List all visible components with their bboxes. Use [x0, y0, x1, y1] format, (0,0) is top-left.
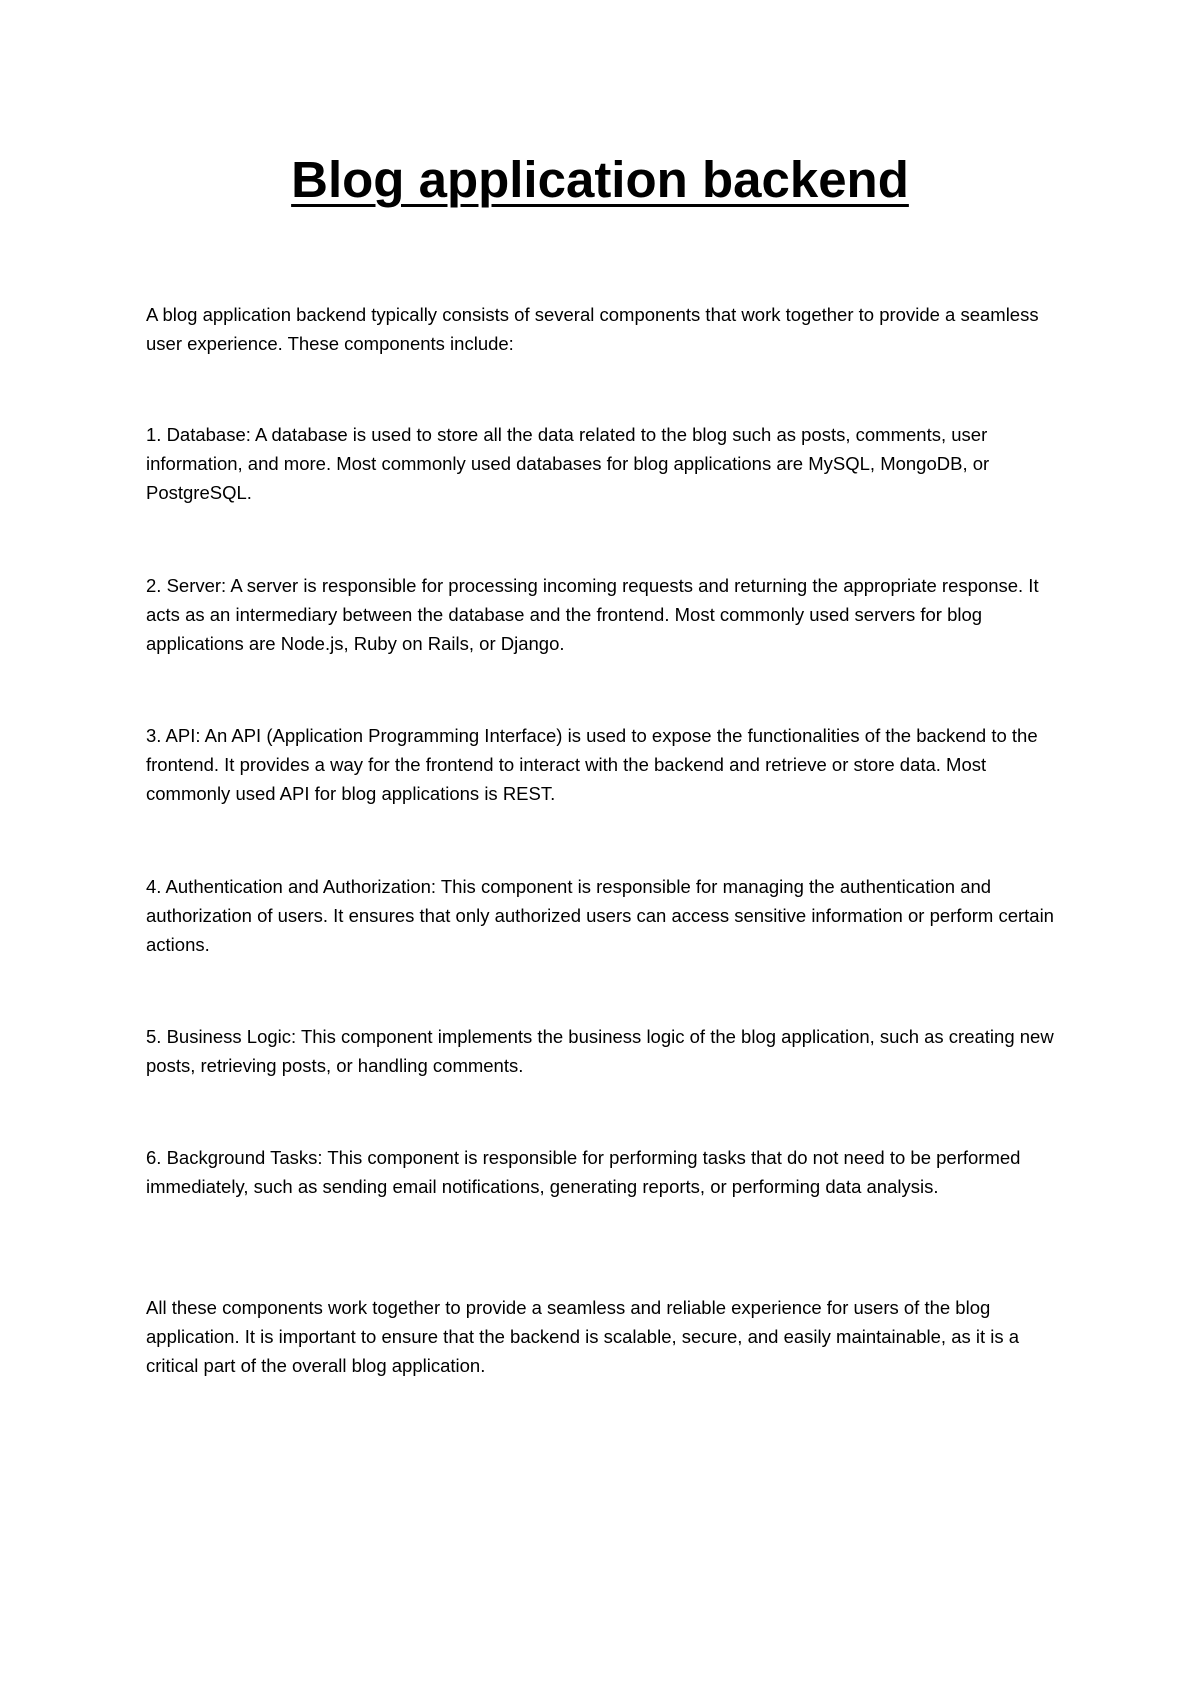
- component-auth-paragraph: 4. Authentication and Authorization: This component is responsible for managing the authentication and authorization of users. It ensures that only authorized users can access sensitive information or perform certain actions.: [146, 876, 1054, 955]
- component-server-paragraph: 2. Server: A server is responsible for processing incoming requests and returning the appropriate response. It acts as an intermediary between the database and the frontend. Most commonly used servers for blog applications are Node.js, Ruby on Rails, or Django.: [146, 575, 1039, 654]
- document-title: Blog application backend: [291, 151, 909, 208]
- component-background-tasks-paragraph: 6. Background Tasks: This component is responsible for performing tasks that do not need to be performed immediately, such as sending email notifications, generating reports, or performing data analysis.: [146, 1147, 1021, 1197]
- component-business-logic-paragraph: 5. Business Logic: This component implements the business logic of the blog application, such as creating new posts, retrieving posts, or handling comments.: [146, 1026, 1054, 1076]
- component-database-paragraph: 1. Database: A database is used to store all the data related to the blog such as posts, comments, user information, and more. Most commonly used databases for blog applications are MySQL, MongoDB, or PostgreSQL.: [146, 424, 990, 503]
- component-api-paragraph: 3. API: An API (Application Programming Interface) is used to expose the functionalities of the backend to the frontend. It provides a way for the frontend to interact with the backend and retrieve or store data. Most commonly used API for blog applications is REST.: [146, 725, 1038, 804]
- conclusion-paragraph: All these components work together to provide a seamless and reliable experience for users of the blog application. It is important to ensure that the backend is scalable, secure, and easily maintainable, as it is a critical part of the overall blog application.: [146, 1297, 1020, 1376]
- intro-paragraph: A blog application backend typically consists of several components that work together to provide a seamless user experience. These components include:: [146, 304, 1039, 354]
